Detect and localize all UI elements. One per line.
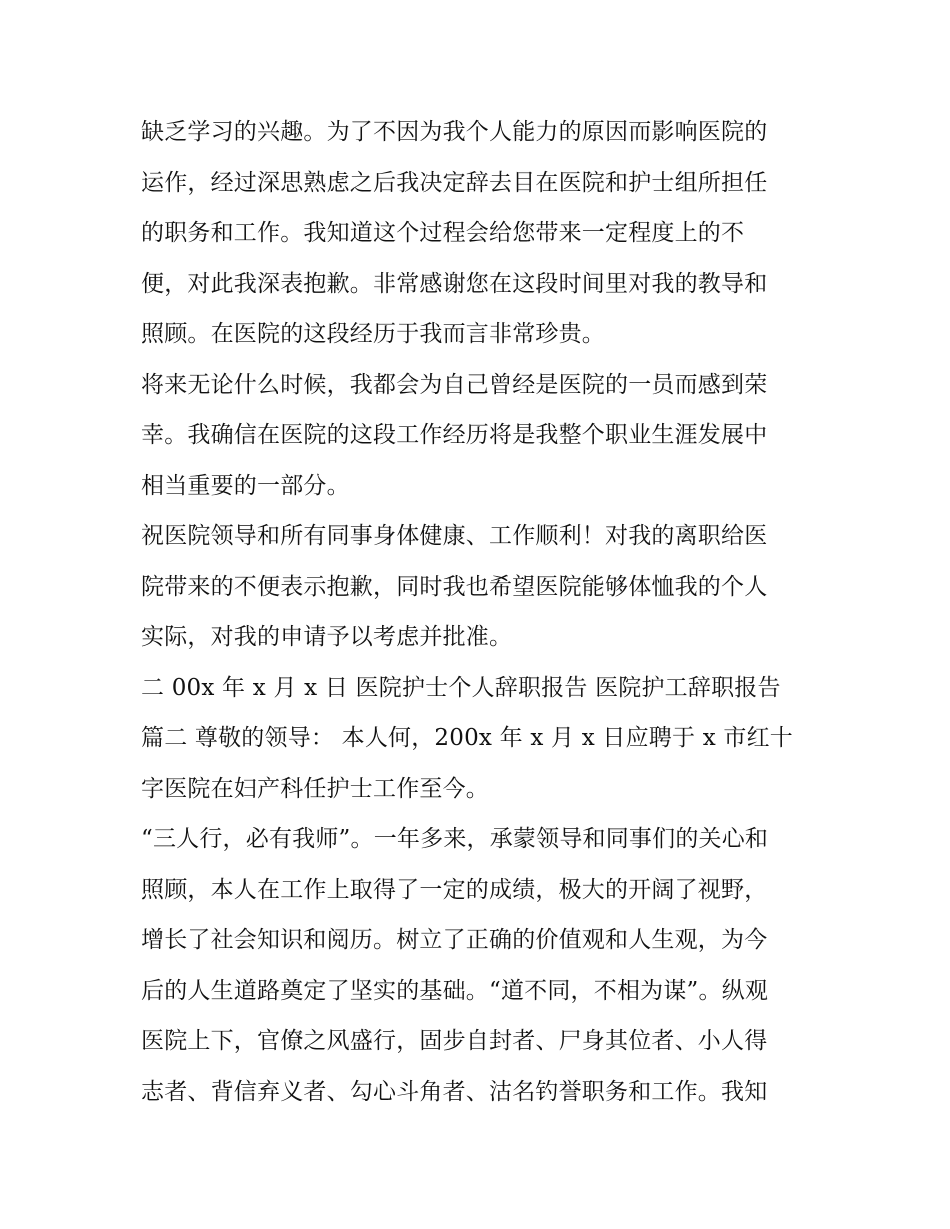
- text-line: 照顾。在医院的这段经历于我而言非常珍贵。: [141, 321, 605, 347]
- text-line: 医院上下，官僚之风盛行，固步自封者、尸身其位者、小人得: [141, 1028, 768, 1054]
- text-line: 院带来的不便表示抱歉，同时我也希望医院能够体恤我的个人: [141, 573, 768, 600]
- text-line: 便，对此我深表抱歉。非常感谢您在这段时间里对我的教导和: [141, 270, 768, 297]
- text-line: 字医院在妇产科任护士工作至今。: [141, 775, 489, 802]
- text-line: 增长了社会知识和阅历。树立了正确的价值观和人生观，为今: [141, 927, 768, 953]
- text-line: 二 00x 年 x 月 x 日 医院护士个人辞职报告 医院护工辞职报告: [141, 674, 781, 701]
- text-line: 幸。我确信在医院的这段工作经历将是我整个职业生涯发展中: [141, 422, 768, 448]
- body-text: [141, 107, 821, 1117]
- text-line: “三人行，必有我师”。一年多来，承蒙领导和同事们的关心和: [141, 826, 769, 852]
- text-line: 实际，对我的申请予以考虑并批准。: [141, 624, 513, 650]
- text-line: 祝医院领导和所有同事身体健康、工作顺利！对我的离职给医: [141, 523, 768, 549]
- text-line: 将来无论什么时候，我都会为自己曾经是医院的一员而感到荣: [141, 371, 768, 398]
- text-line: 相当重要的一部分。: [141, 472, 350, 499]
- text-line: 志者、背信弃义者、勾心斗角者、沽名钓誉职务和工作。我知: [141, 1078, 768, 1105]
- text-line: 后的人生道路奠定了坚实的基础。“道不同，不相为谋”。纵观: [141, 977, 769, 1004]
- text-line: 的职务和工作。我知道这个过程会给您带来一定程度上的不: [141, 220, 745, 246]
- text-line: 运作，经过深思熟虑之后我决定辞去目在医院和护士组所担任: [141, 169, 768, 196]
- text-line: 篇二 尊敬的领导： 本人何，200x 年 x 月 x 日应聘于 x 市红十: [141, 725, 793, 751]
- text-line: 照顾，本人在工作上取得了一定的成绩，极大的开阔了视野，: [141, 876, 768, 903]
- text-line: 缺乏学习的兴趣。为了不因为我个人能力的原因而影响医院的: [141, 119, 768, 145]
